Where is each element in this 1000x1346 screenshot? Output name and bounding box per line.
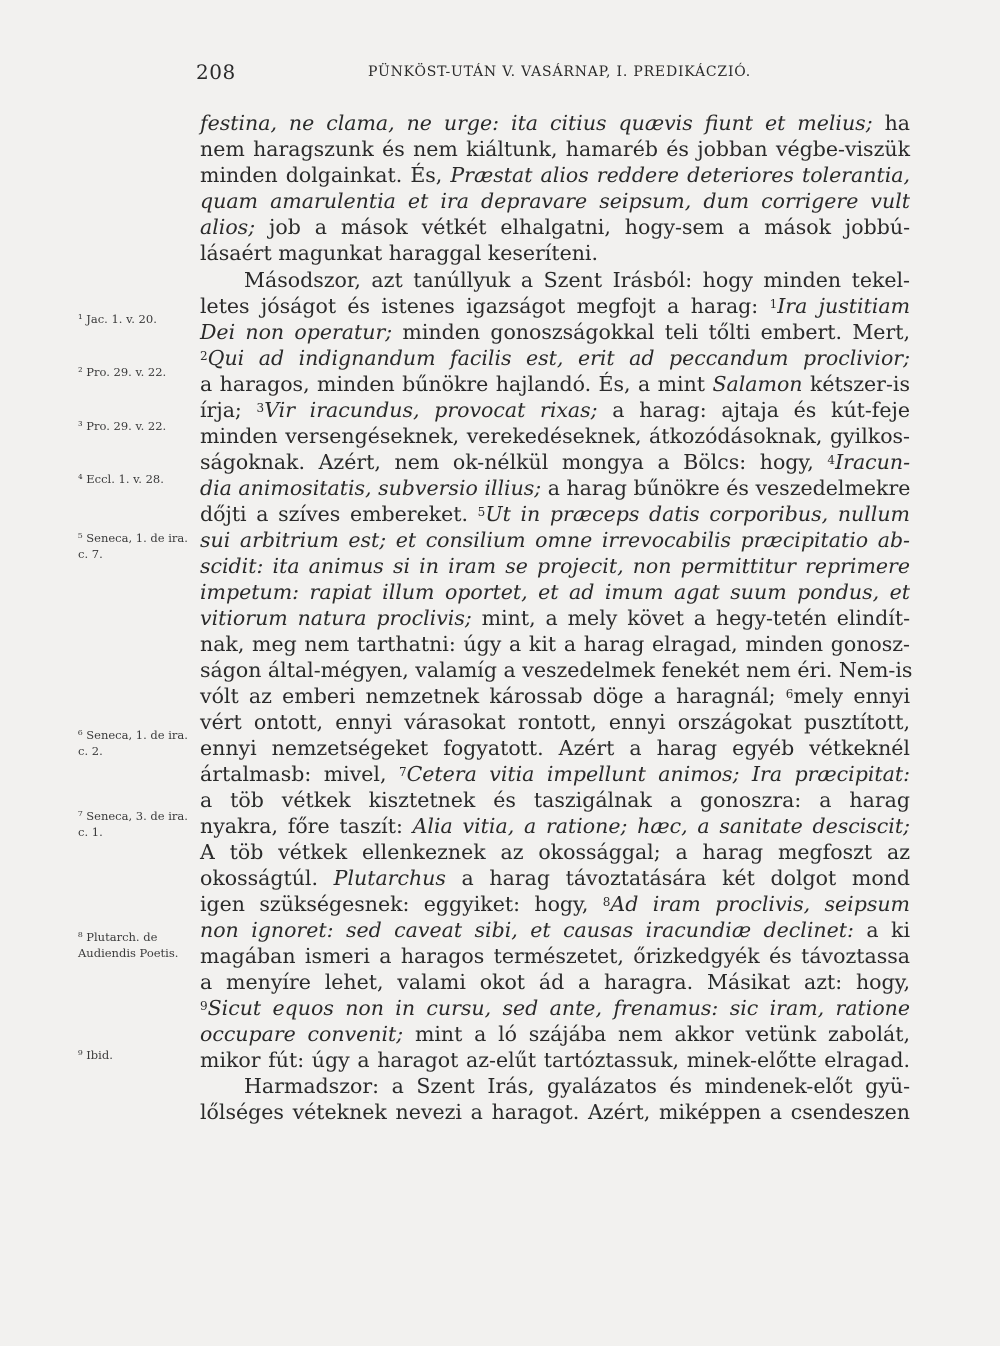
text-line xyxy=(200,631,910,657)
text-segment: minden versengéseknek, verekedéseknek, átkozódásoknak, gyilkos- xyxy=(200,424,910,448)
text-segment: a ki xyxy=(853,918,910,942)
text-segment: igen szükségesnek: eggyiket: hogy, xyxy=(200,892,603,916)
margin-note: ⁷ Seneca, 3. de ira. c. 1. xyxy=(78,809,188,839)
latin-quote: scidit: ita animus si in iram se projecit, non permittitur reprimere xyxy=(200,554,910,578)
footnote-marker: 6 xyxy=(785,687,794,701)
latin-quote: festina, ne clama, ne urge: ita citius quævis fiunt et melius; xyxy=(200,111,873,135)
text-line xyxy=(200,371,910,397)
text-segment: a haragos, minden bűnökre hajlandó. És, a mint xyxy=(200,372,713,396)
text-segment: job a mások vétkét elhalgatni, hogy-sem a mások jobbú- xyxy=(255,215,910,239)
text-line xyxy=(200,891,910,917)
latin-quote: non ignoret: sed caveat sibi, et causas iracundiæ declinet: xyxy=(200,918,854,942)
margin-note: ² Pro. 29. v. 22. xyxy=(78,365,167,379)
text-segment: letes jóságot és istenes igazságot megfojt a harag: xyxy=(200,294,770,318)
text-segment: mely ennyi xyxy=(793,684,911,708)
text-segment: vólt az emberi nemzetnek károssab döge a haragnál; xyxy=(200,684,786,708)
text-segment: mint, a mely követ a hegy-tetén elindít- xyxy=(471,606,910,630)
text-line xyxy=(200,136,910,162)
text-line xyxy=(200,839,910,865)
margin-note: ¹ Jac. 1. v. 20. xyxy=(78,312,157,326)
text-segment: mint a ló szájába nem akkor vetünk zabolát, xyxy=(403,1022,910,1046)
text-segment: a harag: ajtaja és kút-feje xyxy=(597,398,911,422)
text-segment: kétszer-is xyxy=(802,372,910,396)
text-segment: nak, meg nem tarthatni: úgy a kit a harag elragad, minden gonosz- xyxy=(200,632,910,656)
latin-quote: quam amarulentia et ira depravare seipsum, dum corrigere vult xyxy=(200,189,910,213)
text-line xyxy=(200,345,910,371)
margin-note: ⁴ Eccl. 1. v. 28. xyxy=(78,472,164,486)
text-segment: dőjti a szíves embereket. xyxy=(200,502,478,526)
latin-quote: Salamon xyxy=(712,372,803,396)
text-segment: A töb vétkek ellenkeznek az okossággal; a harag megfoszt az xyxy=(200,840,910,864)
text-line xyxy=(200,605,910,631)
text-line xyxy=(200,449,910,475)
latin-quote: dia animositatis, subversio illius; xyxy=(200,476,542,500)
text-line xyxy=(200,813,910,839)
page-number: 208 xyxy=(196,60,236,84)
text-line xyxy=(200,917,910,943)
text-segment: a harag távoztatására két dolgot mond xyxy=(445,866,910,890)
text-line xyxy=(200,553,910,579)
latin-quote: Plutarchus xyxy=(333,866,446,890)
text-line xyxy=(200,865,910,891)
text-segment: ártalmasb: mivel, xyxy=(200,762,399,786)
text-line xyxy=(200,1099,910,1125)
text-line xyxy=(200,969,910,995)
text-line xyxy=(200,735,910,761)
margin-note: ⁸ Plutarch. de Audiendis Poetis. xyxy=(78,930,179,960)
text-line xyxy=(200,214,910,240)
running-header: PÜNKÖST-UTÁN V. VASÁRNAP, I. PREDIKÁCZIÓ. xyxy=(368,64,751,80)
text-line xyxy=(200,423,910,449)
text-segment: lásaért magunkat haraggal keseríteni. xyxy=(200,241,598,265)
latin-quote: Dei non operatur; xyxy=(200,320,393,344)
text-segment: írja; xyxy=(200,398,257,422)
footnote-marker: 4 xyxy=(827,453,836,467)
text-line xyxy=(200,657,913,683)
text-line xyxy=(200,995,910,1021)
text-segment: Harmadszor: a Szent Irás, gyalázatos és mindenek-előt gyü- xyxy=(244,1074,910,1098)
margin-note: ³ Pro. 29. v. 22. xyxy=(78,419,167,433)
text-segment: Másodszor, azt tanúllyuk a Szent Irásból: hogy minden tekel- xyxy=(244,268,910,292)
text-line xyxy=(200,110,910,136)
latin-quote: Qui ad indignandum facilis est, erit ad peccandum proclivior; xyxy=(207,346,910,370)
footnote-marker: 9 xyxy=(200,999,208,1013)
text-segment: ha xyxy=(872,111,910,135)
text-segment: okosságtúl. xyxy=(200,866,334,890)
text-line xyxy=(200,943,910,969)
footnote-marker: 5 xyxy=(477,505,486,519)
text-segment: minden gonoszságokkal teli tőlti embert. Mert, xyxy=(392,320,910,344)
text-segment: lőlséges véteknek nevezi a haragot. Azért, miképpen a csendeszen xyxy=(200,1100,910,1124)
text-line xyxy=(200,761,910,787)
text-segment: magában ismeri a haragos természetet, őrizkedgyék és távoztassa xyxy=(200,944,910,968)
text-line xyxy=(244,267,910,293)
text-segment: a menyíre lehet, valami okot ád a haragra. Másikat azt: hogy, xyxy=(200,970,910,994)
text-line xyxy=(200,162,910,188)
latin-quote: occupare convenit; xyxy=(200,1022,404,1046)
latin-quote: Ut in præceps datis corporibus, nullum xyxy=(485,502,910,526)
text-segment: minden dolgainkat. És, xyxy=(200,163,451,187)
text-line xyxy=(200,501,910,527)
latin-quote: Vir iracundus, provocat rixas; xyxy=(264,398,598,422)
text-segment: a töb vétkek kisztetnek és taszigálnak a gonoszra: a harag xyxy=(200,788,910,812)
footnote-marker: 2 xyxy=(200,349,208,363)
text-segment: mikor fút: úgy a haragot az-elűt tartóztassuk, minek-előtte elragad. xyxy=(200,1048,910,1072)
text-line xyxy=(200,1021,910,1047)
footnote-marker: 7 xyxy=(398,765,407,779)
latin-quote: Ira justitiam xyxy=(777,294,911,318)
text-line xyxy=(200,1047,910,1073)
text-segment: ságon által-mégyen, valamíg a veszedelmek fenekét nem éri. Nem-is xyxy=(200,658,913,682)
latin-quote: alios; xyxy=(200,215,256,239)
text-line xyxy=(200,683,910,709)
text-line xyxy=(200,319,910,345)
text-segment: nem haragszunk és nem kiáltunk, hamaréb és jobban végbe-viszük xyxy=(200,137,910,161)
text-segment: ennyi nemzetségeket fogyatott. Azért a harag egyéb vétkeknél xyxy=(200,736,910,760)
margin-note: ⁹ Ibid. xyxy=(78,1048,113,1062)
latin-quote: vitiorum natura proclivis; xyxy=(200,606,472,630)
text-line xyxy=(200,240,910,266)
footnote-marker: 3 xyxy=(256,401,265,415)
latin-quote: Ad iram proclivis, seipsum xyxy=(610,892,910,916)
latin-quote: Præstat alios reddere deteriores tolerantia, xyxy=(450,163,910,187)
text-line xyxy=(200,527,910,553)
text-line xyxy=(200,397,910,423)
footnote-marker: 8 xyxy=(602,895,611,909)
margin-note: ⁶ Seneca, 1. de ira. c. 2. xyxy=(78,728,188,758)
margin-note: ⁵ Seneca, 1. de ira. c. 7. xyxy=(78,531,188,561)
text-segment: ságoknak. Azért, nem ok-nélkül mongya a Bölcs: hogy, xyxy=(200,450,828,474)
text-segment: nyakra, főre taszít: xyxy=(200,814,413,838)
text-line xyxy=(244,1073,910,1099)
latin-quote: Cetera vitia impellunt animos; Ira præcipitat: xyxy=(406,762,911,786)
text-segment: vért ontott, ennyi várasokat rontott, ennyi országokat pusztított, xyxy=(200,710,910,734)
text-line xyxy=(200,188,910,214)
latin-quote: impetum: rapiat illum oportet, et ad imum agat suum pondus, et xyxy=(200,580,910,604)
footnote-marker: 1 xyxy=(769,297,778,311)
text-line xyxy=(200,709,910,735)
text-line xyxy=(200,293,910,319)
text-line xyxy=(200,579,910,605)
latin-quote: Iracun- xyxy=(835,450,910,474)
latin-quote: Sicut equos non in cursu, sed ante, frenamus: sic iram, ratione xyxy=(207,996,910,1020)
text-line xyxy=(200,475,910,501)
text-line xyxy=(200,787,910,813)
latin-quote: sui arbitrium est; et consilium omne irrevocabilis præcipitatio ab- xyxy=(200,528,910,552)
latin-quote: Alia vitia, a ratione; hæc, a sanitate desciscit; xyxy=(412,814,910,838)
text-segment: a harag bűnökre és veszedelmekre xyxy=(541,476,911,500)
